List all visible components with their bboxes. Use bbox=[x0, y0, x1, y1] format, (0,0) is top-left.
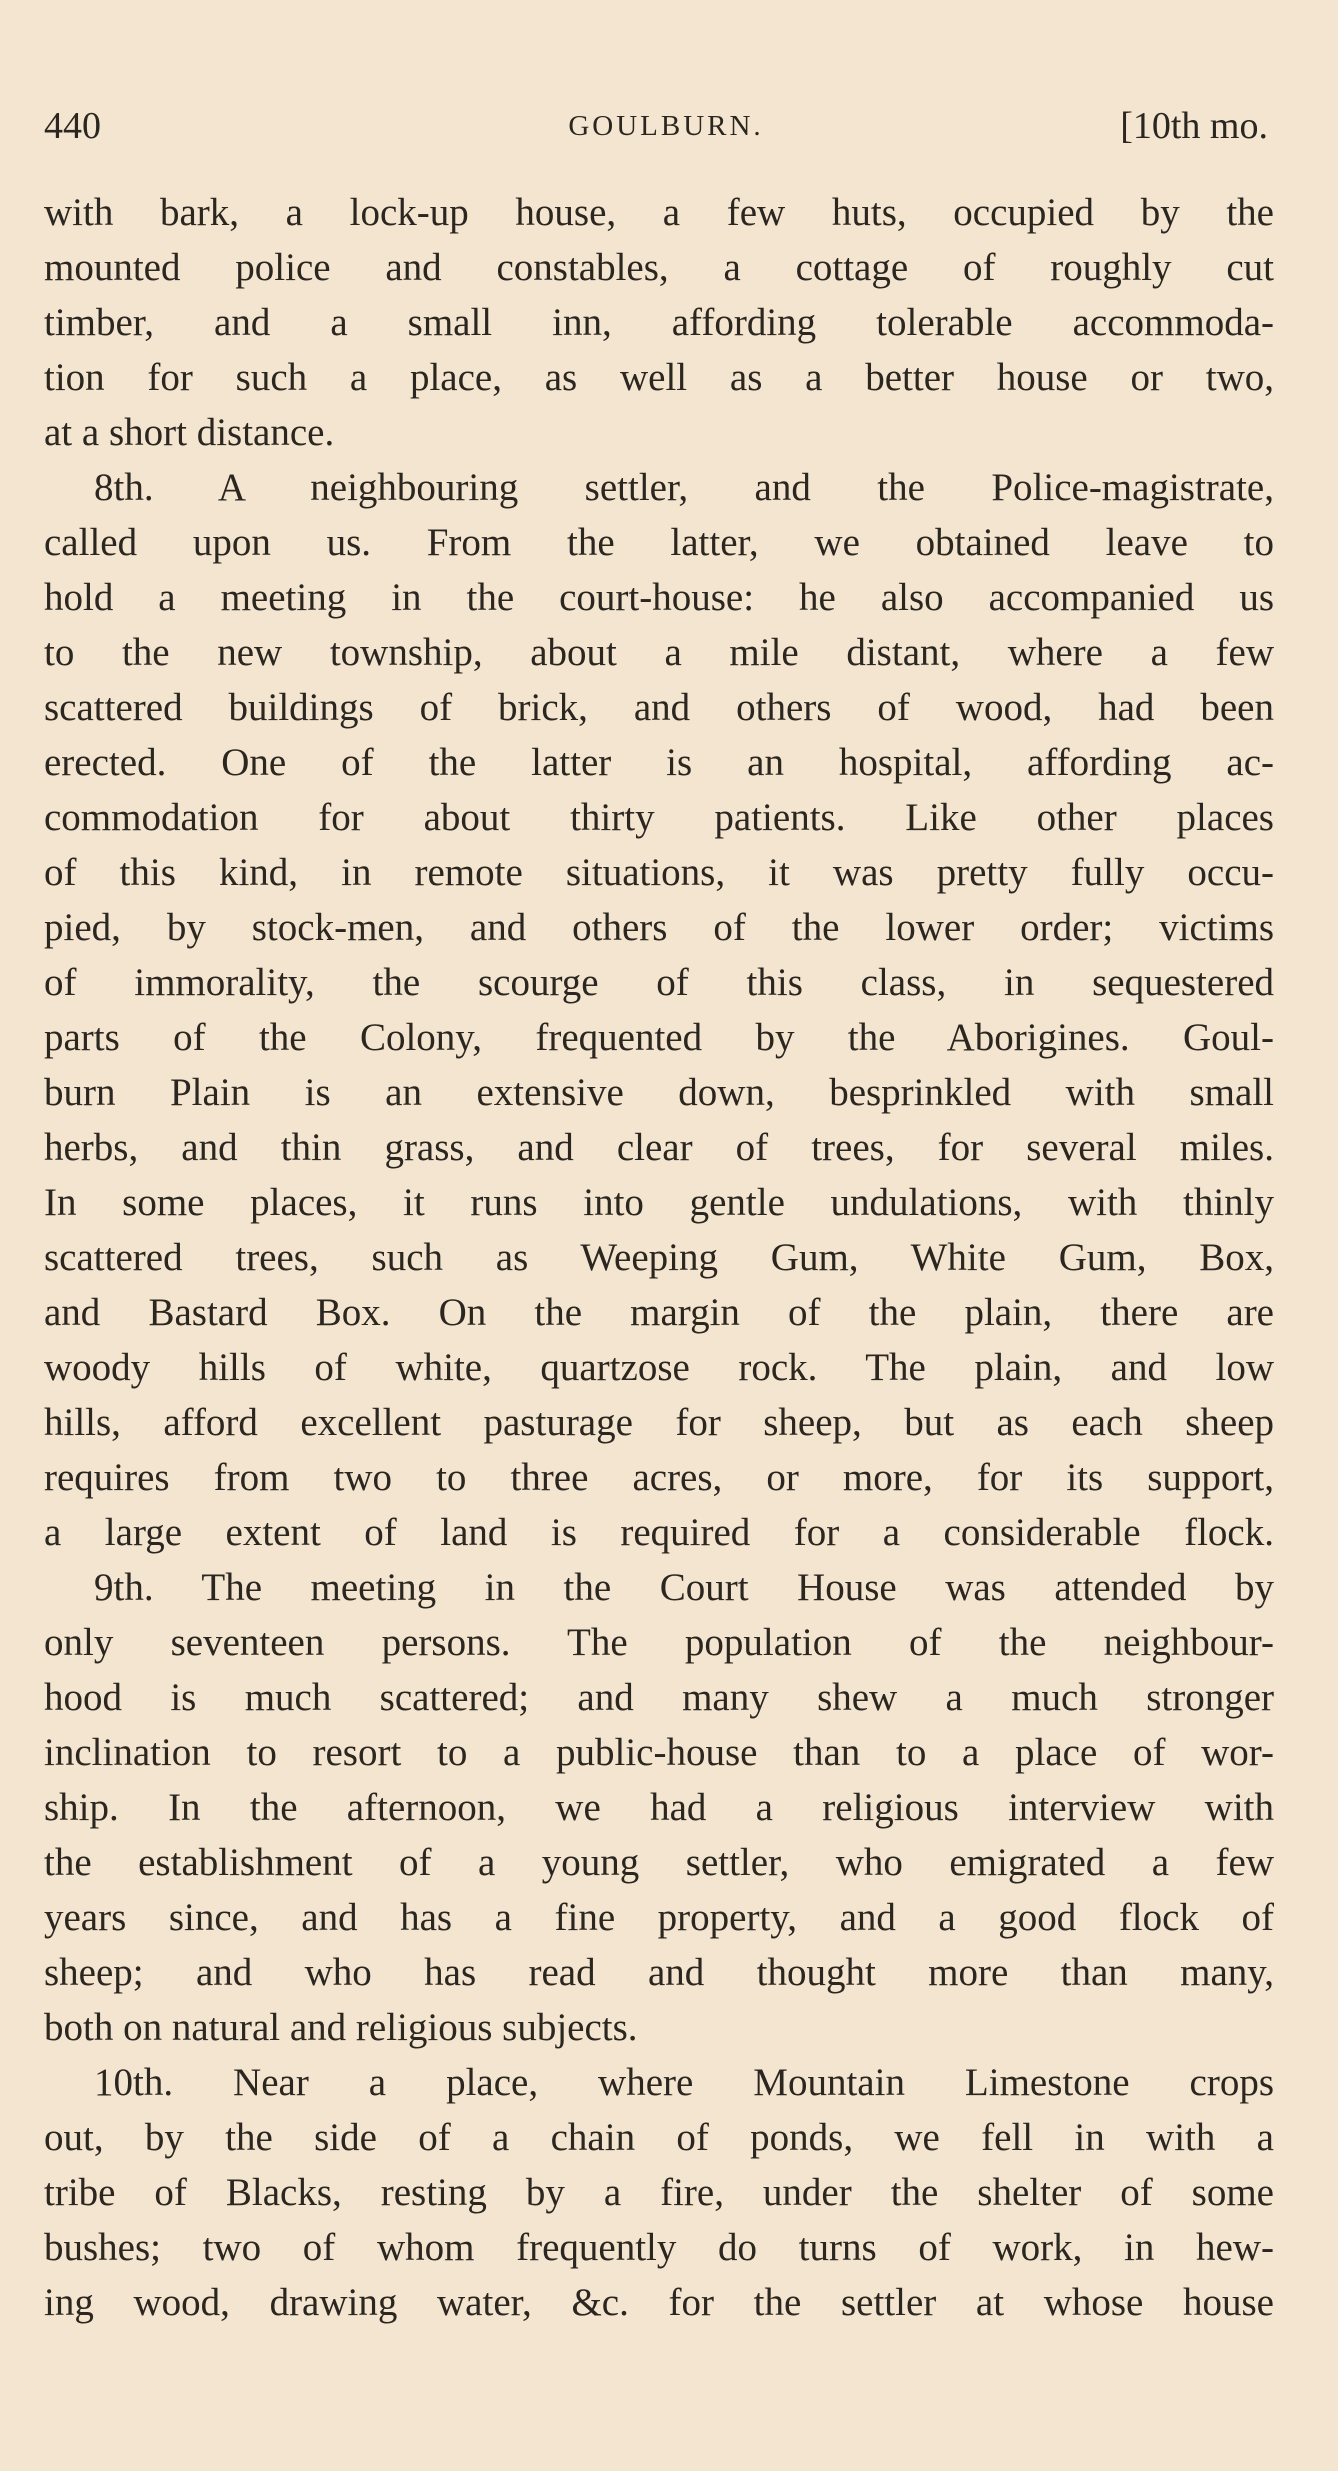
text-line: ship. In the afternoon, we had a religious interview with bbox=[44, 1786, 1274, 1829]
text-line: only seventeen persons. The population of the neighbour- bbox=[44, 1621, 1274, 1664]
header-month: [10th mo. bbox=[1120, 105, 1268, 147]
text-line: woody hills of white, quartzose rock. The plain, and low bbox=[44, 1346, 1274, 1389]
running-title: GOULBURN. bbox=[568, 110, 764, 142]
text-line: both on natural and religious subjects. bbox=[44, 2006, 638, 2049]
text-line: scattered trees, such as Weeping Gum, White Gum, Box, bbox=[44, 1236, 1274, 1279]
text-line: hold a meeting in the court-house: he also accompanied us bbox=[44, 576, 1274, 619]
text-line: parts of the Colony, frequented by the Aborigines. Goul- bbox=[44, 1016, 1274, 1059]
text-line: and Bastard Box. On the margin of the plain, there are bbox=[44, 1291, 1274, 1334]
text-line: burn Plain is an extensive down, besprinkled with small bbox=[44, 1071, 1274, 1114]
text-line: tribe of Blacks, resting by a fire, under the shelter of some bbox=[44, 2171, 1274, 2214]
text-line: to the new township, about a mile distant, where a few bbox=[44, 631, 1274, 674]
text-line: a large extent of land is required for a considerable flock. bbox=[44, 1511, 1274, 1554]
text-line: 9th. The meeting in the Court House was attended by bbox=[94, 1566, 1274, 1609]
text-line: sheep; and who has read and thought more than many, bbox=[44, 1951, 1274, 1994]
text-line: herbs, and thin grass, and clear of trees, for several miles. bbox=[44, 1126, 1274, 1169]
text-line: 10th. Near a place, where Mountain Limestone crops bbox=[94, 2061, 1274, 2104]
page-number: 440 bbox=[44, 105, 101, 147]
text-line: at a short distance. bbox=[44, 411, 335, 454]
text-line: of this kind, in remote situations, it was pretty fully occu- bbox=[44, 851, 1274, 894]
text-line: commodation for about thirty patients. Like other places bbox=[44, 796, 1274, 839]
text-line: mounted police and constables, a cottage of roughly cut bbox=[44, 246, 1274, 289]
text-line: inclination to resort to a public-house than to a place of wor- bbox=[44, 1731, 1274, 1774]
text-line: called upon us. From the latter, we obtained leave to bbox=[44, 521, 1274, 564]
text-line: out, by the side of a chain of ponds, we fell in with a bbox=[44, 2116, 1274, 2159]
text-line: ing wood, drawing water, &c. for the settler at whose house bbox=[44, 2281, 1274, 2324]
text-line: timber, and a small inn, affording tolerable accommoda- bbox=[44, 301, 1274, 344]
text-line: hills, afford excellent pasturage for sheep, but as each sheep bbox=[44, 1401, 1274, 1444]
text-line: tion for such a place, as well as a better house or two, bbox=[44, 356, 1274, 399]
text-line: hood is much scattered; and many shew a much stronger bbox=[44, 1676, 1274, 1719]
text-line: scattered buildings of brick, and others of wood, had been bbox=[44, 686, 1274, 729]
text-line: of immorality, the scourge of this class, in sequestered bbox=[44, 961, 1274, 1004]
text-line: requires from two to three acres, or more, for its support, bbox=[44, 1456, 1274, 1499]
text-line: 8th. A neighbouring settler, and the Police-magistrate, bbox=[94, 466, 1274, 509]
text-line: erected. One of the latter is an hospital, affording ac- bbox=[44, 741, 1274, 784]
text-line: with bark, a lock-up house, a few huts, occupied by the bbox=[44, 191, 1274, 234]
page-header bbox=[44, 96, 1268, 156]
text-line: pied, by stock-men, and others of the lower order; victims bbox=[44, 906, 1274, 949]
text-line: the establishment of a young settler, who emigrated a few bbox=[44, 1841, 1274, 1884]
text-line: In some places, it runs into gentle undulations, with thinly bbox=[44, 1181, 1274, 1224]
text-line: bushes; two of whom frequently do turns of work, in hew- bbox=[44, 2226, 1274, 2269]
page-body bbox=[44, 185, 1274, 2330]
text-line: years since, and has a fine property, and a good flock of bbox=[44, 1896, 1274, 1939]
